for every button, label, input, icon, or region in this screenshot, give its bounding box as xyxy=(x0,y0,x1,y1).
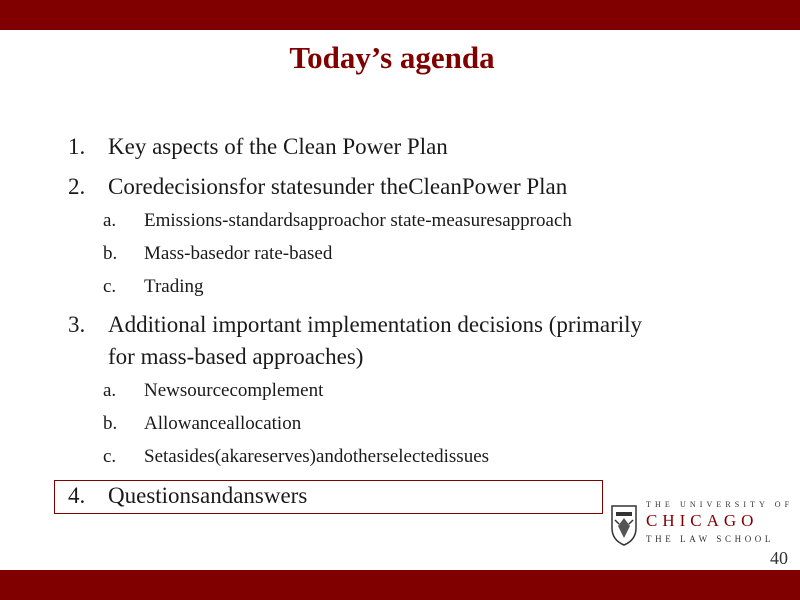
subitem-text: Allowanceallocation xyxy=(144,413,302,434)
subitem-letter: b. xyxy=(103,413,118,434)
subitem-text: Newsourcecomplement xyxy=(144,380,324,401)
agenda-item-text: Coredecisionsfor statesunder theCleanPower Plan xyxy=(108,174,568,199)
subitem-text: Mass-basedor rate-based xyxy=(144,243,333,264)
logo-chicago-text: CHICAGO xyxy=(646,511,759,530)
top-banner xyxy=(0,0,800,30)
agenda-item-text-line2: for mass-based approaches) xyxy=(108,344,364,369)
agenda-item-text: Key aspects of the Clean Power Plan xyxy=(108,134,448,159)
phoenix-shield-icon xyxy=(610,504,638,546)
subitem-letter: a. xyxy=(103,210,117,231)
agenda-item-number: 3. xyxy=(68,312,86,337)
subitem-text: Trading xyxy=(144,276,204,297)
subitem-letter: a. xyxy=(103,380,117,401)
agenda-item-text: Questionsandanswers xyxy=(108,483,308,508)
slide-title: Today’s agenda xyxy=(289,40,495,75)
logo-law-school-text: THE LAW SCHOOL xyxy=(646,534,775,544)
subitem-letter: c. xyxy=(103,276,117,297)
agenda-item-number: 1. xyxy=(68,134,86,159)
subitem-letter: c. xyxy=(103,446,117,467)
university-logo xyxy=(610,500,794,550)
subitem-letter: b. xyxy=(103,243,118,264)
page-number: 40 xyxy=(770,548,788,568)
logo-university-text: THE UNIVERSITY OF xyxy=(646,500,794,509)
agenda-item-text: Additional important implementation decisions (primarily xyxy=(108,312,643,337)
subitem-text: Setasides(akareserves)andotherselectedissues xyxy=(144,446,490,467)
bottom-banner xyxy=(0,570,800,600)
subitem-text: Emissions-standardsapproachor state-measuresapproach xyxy=(144,210,572,231)
agenda-item-number: 2. xyxy=(68,174,86,199)
agenda-item-number: 4. xyxy=(68,483,86,508)
